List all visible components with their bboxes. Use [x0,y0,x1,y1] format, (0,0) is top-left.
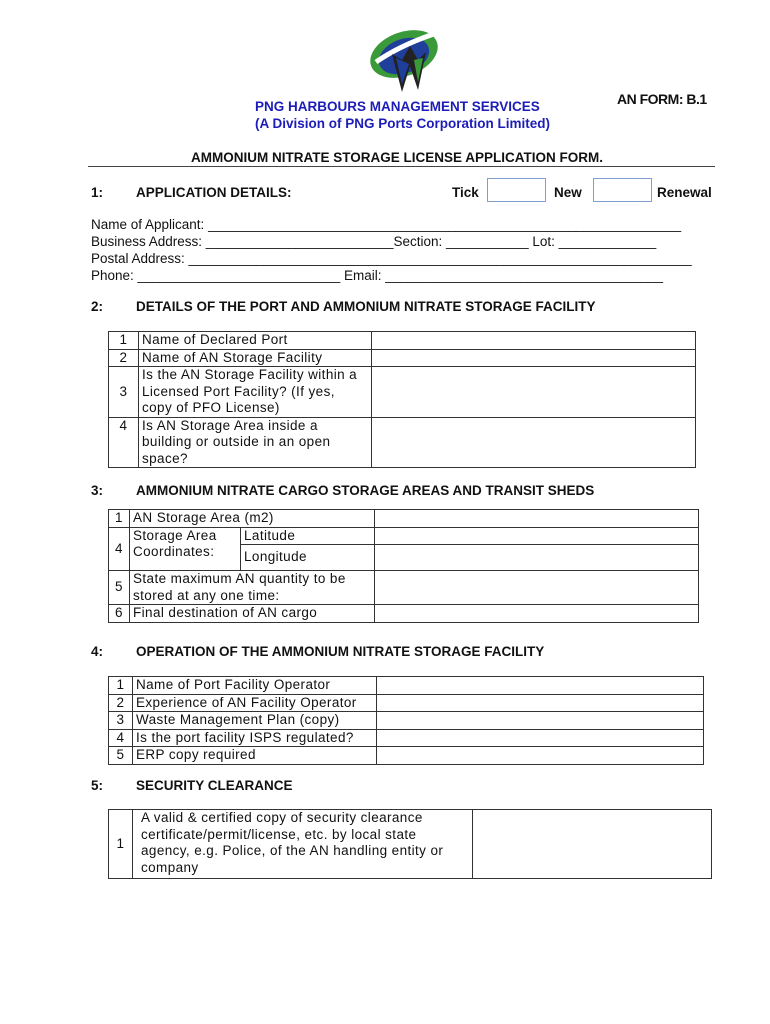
row-number: 2 [109,694,133,712]
storage-facility-answer[interactable] [372,349,696,367]
row-number: 1 [109,510,130,528]
storage-area-answer[interactable] [375,510,699,528]
organization-division: (A Division of PNG Ports Corporation Limited) [255,116,551,131]
table-row [109,571,699,605]
port-details-table [108,331,696,468]
longitude-label: Longitude [241,545,375,571]
postal-address-field[interactable]: Postal Address: ___________________________________________________________________ [91,251,692,266]
table-row [109,729,704,747]
section1-title: APPLICATION DETAILS: [136,185,292,200]
renewal-label: Renewal [657,185,712,200]
form-title: AMMONIUM NITRATE STORAGE LICENSE APPLICATION FORM. [191,150,603,165]
latitude-answer[interactable] [375,527,699,545]
section3-number: 3: [91,483,104,498]
table-row [109,510,699,528]
erp-answer[interactable] [377,747,704,765]
row-label: AN Storage Area (m2) [130,510,375,528]
row-label: Is the port facility ISPS regulated? [133,729,377,747]
row-label: State maximum AN quantity to be stored at any one time: [130,571,375,605]
row-number: 5 [109,571,130,605]
table-row [109,417,696,468]
table-row [109,349,696,367]
table-row [109,712,704,730]
waste-plan-answer[interactable] [377,712,704,730]
applicant-name-field[interactable]: Name of Applicant: _______________________________________________________________ [91,217,682,232]
business-address-field[interactable]: Business Address: _________________________Section: ___________ Lot: _____________ [91,234,657,249]
section4-title: OPERATION OF THE AMMONIUM NITRATE STORAGE FACILITY [136,644,545,659]
phone-email-field[interactable]: Phone: ___________________________ Email: _____________________________________ [91,268,664,283]
storage-areas-table [108,509,699,623]
latitude-label: Latitude [241,527,375,545]
operator-experience-answer[interactable] [377,694,704,712]
row-label: Storage Area Coordinates: [130,527,241,571]
row-label: Name of AN Storage Facility [139,349,372,367]
table-row [109,332,696,350]
section3-title: AMMONIUM NITRATE CARGO STORAGE AREAS AND TRANSIT SHEDS [136,483,595,498]
licensed-facility-answer[interactable] [372,367,696,418]
renewal-checkbox[interactable] [593,178,652,202]
section1-number: 1: [91,185,104,200]
row-number: 2 [109,349,139,367]
table-row [109,694,704,712]
declared-port-answer[interactable] [372,332,696,350]
isps-answer[interactable] [377,729,704,747]
row-number: 4 [109,417,139,468]
section5-number: 5: [91,778,104,793]
row-number: 4 [109,729,133,747]
company-logo [362,24,446,96]
section5-title: SECURITY CLEARANCE [136,778,293,793]
row-number: 1 [109,810,133,879]
row-label: Name of Port Facility Operator [133,677,377,695]
security-clearance-answer[interactable] [473,810,712,879]
row-number: 6 [109,605,130,623]
row-label: A valid & certified copy of security clearance certificate/permit/license, etc. by local state agency, e.g. Police, of the AN handling entity or company [133,810,473,879]
row-label: Experience of AN Facility Operator [133,694,377,712]
longitude-answer[interactable] [375,545,699,571]
row-number: 1 [109,677,133,695]
row-label: Is AN Storage Area inside a building or outside in an open space? [139,417,372,468]
new-checkbox[interactable] [487,178,546,202]
section2-title: DETAILS OF THE PORT AND AMMONIUM NITRATE STORAGE FACILITY [136,299,596,314]
table-row [109,747,704,765]
row-label: ERP copy required [133,747,377,765]
table-row [109,810,712,879]
table-row [109,367,696,418]
table-row [109,605,699,623]
row-number: 1 [109,332,139,350]
max-quantity-answer[interactable] [375,571,699,605]
row-label: Final destination of AN cargo [130,605,375,623]
row-number: 4 [109,527,130,571]
tick-label: Tick [452,185,479,200]
organization-name: PNG HARBOURS MANAGEMENT SERVICES [255,99,540,114]
operator-name-answer[interactable] [377,677,704,695]
table-row [109,677,704,695]
section2-number: 2: [91,299,104,314]
row-number: 3 [109,712,133,730]
table-row [109,527,699,545]
row-number: 5 [109,747,133,765]
row-label: Name of Declared Port [139,332,372,350]
form-code: AN FORM: B.1 [617,91,707,107]
storage-location-answer[interactable] [372,417,696,468]
row-number: 3 [109,367,139,418]
title-divider [88,166,715,167]
row-label: Waste Management Plan (copy) [133,712,377,730]
new-label: New [554,185,582,200]
section4-number: 4: [91,644,104,659]
security-table [108,809,712,879]
final-destination-answer[interactable] [375,605,699,623]
operation-table [108,676,704,765]
row-label: Is the AN Storage Facility within a Licensed Port Facility? (If yes, copy of PFO License) [139,367,372,418]
